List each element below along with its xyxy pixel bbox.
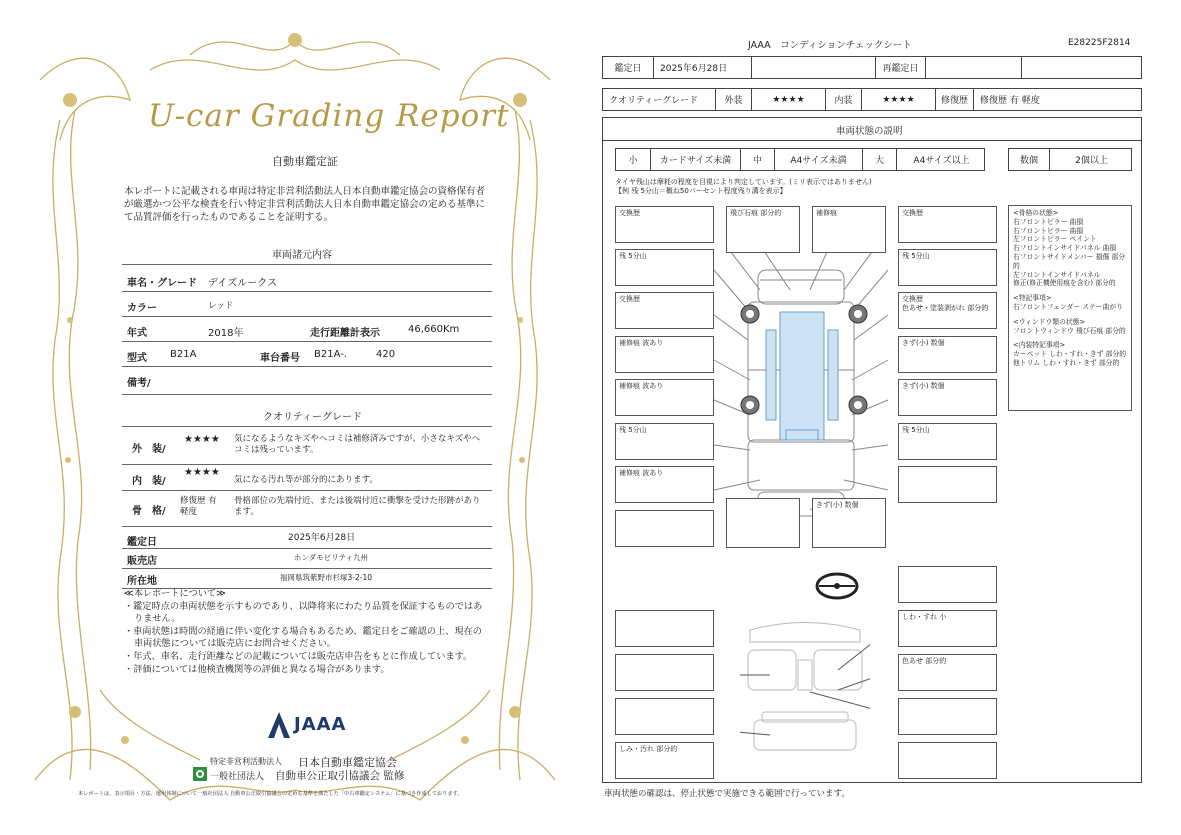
fair-trade-mark-icon (193, 767, 207, 781)
sheet-id: E28225F2814 (1068, 38, 1131, 48)
shop-label: 販売店 (127, 556, 157, 567)
redate-label: 再鑑定日 (875, 57, 925, 78)
interior-box-left-3 (615, 698, 714, 735)
diagram-box-right-1: 交換歴 (898, 206, 997, 243)
shop-row (122, 548, 492, 569)
interior-box-left-1 (615, 610, 714, 647)
quality-grade-table (602, 88, 1142, 111)
org2-name: 自動車公正取引協議会 監修 (275, 770, 405, 782)
size-big-value: A4サイズ以上 (896, 149, 986, 170)
interior-box-right-5 (898, 742, 997, 779)
model-label: 型式 (127, 353, 147, 364)
frame-note: 左フロントインサイドパネル (1013, 270, 1101, 279)
location-value: 福岡県筑紫野市杉塚3-2-10 (280, 573, 372, 582)
mileage-value: 46,660Km (408, 324, 460, 335)
frame-note: 右フロントサイドメンバー 損傷 部分的 (1013, 252, 1126, 270)
right-footer: 車両状態の確認は、停止状態で実施できる範囲で行っています。 (604, 789, 850, 799)
note-item: ・車両状態は時間の経過に伴い変化する場合もあるため、鑑定日をご確認の上、現在の車両状態については販売店にお問合せください。 (124, 625, 482, 650)
blank-cell (1021, 57, 1143, 78)
tire-note-1: タイヤ残山は摩耗の程度を目視により判定しています。(ミリ表示ではありません) (615, 178, 872, 186)
left-footer: 本レポートは、表示項目・方法、運用体制について一般社団法人 自動車公正取引協議会の定める基準を満たした「中古車鑑定システム」に基づき作成しております。 (78, 791, 463, 797)
divider (122, 426, 492, 427)
interior-box-right-1 (898, 566, 997, 603)
interior-diagram (740, 620, 870, 770)
int-label: 内装 (825, 89, 861, 110)
interior-note: 他トリム しわ・すれ・きず 部分的 (1013, 358, 1120, 367)
diagram-box-left-3: 交換歴 (615, 292, 714, 329)
note-item: ・評価については他検査機関等の評価と異なる場合があります。 (124, 663, 390, 675)
vehicle-row (122, 266, 492, 292)
interior-box-left-4: しみ・汚れ 部分的 (615, 742, 714, 779)
size-mid-value: A4サイズ未満 (774, 149, 862, 170)
org1-prefix: 特定非営利活動法人 (210, 757, 282, 766)
frame-label: 骨 格/ (132, 506, 166, 517)
diagram-box-left-4: 補修痕 波あり (615, 336, 714, 373)
vehicle-label: 車名・グレード (127, 278, 197, 289)
diagram-box-right-6: 残 5分山 (898, 423, 997, 460)
diagram-box-right-2: 残 5分山 (898, 249, 997, 286)
note-item: ・鑑定時点の車両状態を示すものであり、以降将来にわたり品質を保証するものではありません。 (124, 600, 483, 625)
blank-cell (751, 57, 875, 78)
date-label: 鑑定日 (127, 537, 157, 548)
jaaa-logo-icon (268, 712, 290, 738)
report-title: U-car Grading Report (148, 98, 510, 134)
shop-value: ホンダモビリティ九州 (294, 553, 368, 562)
diagram-box-left-1: 交換歴 (615, 206, 714, 243)
car-diagram (700, 250, 900, 640)
sheet-title: JAAA コンディションチェックシート (748, 40, 912, 51)
frame-value: 修復歴 有 軽度 (180, 496, 217, 517)
year-label: 年式 (127, 328, 147, 339)
interior-box-right-2: しわ・すれ 小 (898, 610, 997, 647)
color-row (122, 291, 492, 317)
diagram-box-right-3: 交換歴 色あせ・塗装剥がれ 部分的 (898, 292, 997, 329)
interior-box-right-3: 色あせ 部分的 (898, 654, 997, 691)
date-table (602, 56, 1142, 79)
date-value: 2025年6月28日 (288, 533, 356, 543)
tire-note-2: 【例 残 5分山＝概ね50パーセント程度残り溝を表示】 (615, 187, 787, 195)
chassis-label: 車台番号 (260, 353, 300, 364)
diagram-box-left-5: 補修痕 波あり (615, 379, 714, 416)
diagram-box-left-7: 補修痕 波あり (615, 466, 714, 503)
frame-note: 左フロントピラー ペイント (1013, 235, 1097, 244)
ext-label: 外装 (715, 89, 751, 110)
exterior-stars: ★★★★ (184, 434, 220, 445)
interior-text: 気になる汚れ等が部分的にあります。 (234, 475, 378, 485)
model-row (122, 341, 492, 367)
report-notes (124, 588, 484, 676)
exterior-text: 気になるようなキズやヘコミは補修済みですが、小さなキズやヘコミは残っています。 (234, 434, 481, 455)
repair-value: 修復歴 有 軽度 (973, 89, 1143, 110)
mileage-label: 走行距離計表示 (310, 328, 380, 339)
year-row (122, 316, 492, 342)
window-note: フロントウィンドウ 飛び石痕 部分的 (1013, 326, 1126, 335)
location-row (122, 568, 492, 589)
diagram-box-left-8 (615, 510, 714, 547)
interior-note: カーペット しわ・すれ・きず 部分的 (1013, 350, 1127, 359)
window-heading: <ウィンドウ類の状態> (1013, 317, 1086, 326)
interior-row (122, 464, 492, 491)
remarks-label: 備考/ (127, 378, 151, 389)
color-value: レッド (208, 301, 234, 311)
jaaa-logo-text: JAAA (294, 714, 347, 735)
divider (602, 140, 1142, 141)
frame-note: 右フロントピラー 曲損 (1013, 217, 1084, 226)
certificate-intro: 本レポートに記載される車両は特定非営利活動法人日本自動車鑑定協会の資格保有者が厳選かつ公平な検査を行い特定非営利活動法人日本自動車鑑定協会の定める基準にて品質評価を行ったものであることを証明する。 (124, 186, 486, 223)
certificate-title: 自動車鑑定証 (272, 155, 338, 168)
frame-row (122, 490, 492, 527)
diagram-box-top-2: 補修痕 (812, 206, 886, 253)
chassis-number: 420 (376, 349, 396, 360)
date-value: 2025年6月28日 (653, 57, 751, 78)
notes-title: ≪本レポートについて≫ (124, 588, 226, 599)
size-small-value: カードサイズ未満 (650, 149, 740, 170)
org2-prefix: 一般社団法人 (210, 772, 265, 782)
note-item: ・年式、車名、走行距離などの記載については販売店申告をもとに作成しています。 (124, 650, 473, 662)
year-value: 2018年 (208, 328, 244, 339)
org1-name: 日本自動車鑑定協会 (298, 756, 397, 769)
count-label: 数個 (1019, 156, 1038, 166)
int-stars: ★★★★ (861, 89, 935, 110)
interior-label: 内 装/ (132, 476, 166, 487)
interior-box-right-4 (898, 698, 997, 735)
frame-note: 修正(修正機使用痕を含む) 部分的 (1013, 279, 1116, 288)
grade-heading: クオリティーグレード (263, 412, 362, 423)
frame-text: 骨格部位の先端付近、または後端付近に衝撃を受けた形跡があります。 (234, 496, 481, 517)
interior-box-left-2 (615, 654, 714, 691)
location-label: 所在地 (127, 576, 157, 587)
exterior-label: 外 装/ (132, 444, 166, 455)
qg-label: クオリティーグレード (609, 96, 699, 106)
remarks-row (122, 366, 492, 395)
diagram-box-left-6: 残 5分山 (615, 423, 714, 460)
size-big-label: 大 (862, 149, 896, 170)
special-note: 右フロントフェンダー ステー曲がり (1013, 302, 1123, 311)
redate-value (925, 57, 1021, 78)
diagram-box-top-1: 飛び石痕 部分的 (726, 206, 800, 253)
diagram-box-right-7 (898, 466, 997, 503)
diagram-box-bottom-1 (726, 498, 800, 548)
count-legend (1008, 148, 1132, 171)
grading-report-certificate (0, 0, 590, 835)
date-label: 鑑定日 (614, 64, 642, 74)
steering-wheel-icon (815, 571, 859, 601)
diagram-box-bottom-2: きず(小) 数個 (812, 498, 886, 548)
date-row (122, 526, 492, 549)
condition-notes (1008, 205, 1132, 411)
spec-heading: 車両諸元内容 (272, 250, 332, 261)
chassis-value: B21A-. (314, 349, 347, 360)
frame-heading: <骨格の状態> (1013, 209, 1059, 217)
repair-label: 修復歴 (935, 89, 973, 110)
special-heading: <特記事項> (1013, 294, 1052, 303)
state-heading: 車両状態の説明 (836, 126, 903, 137)
size-small-label: 小 (628, 156, 638, 166)
diagram-box-right-4: きず(小) 数個 (898, 336, 997, 373)
frame-note: 右フロントインサイドパネル 曲損 (1013, 244, 1117, 253)
ext-stars: ★★★★ (751, 89, 825, 110)
size-mid-label: 中 (740, 149, 774, 170)
diagram-box-left-2: 残 5分山 (615, 249, 714, 286)
color-label: カラー (127, 303, 157, 314)
interior-heading: <内装特記事項> (1013, 341, 1066, 350)
vehicle-value: デイズルークス (208, 278, 278, 289)
frame-note: 右フロントピラー 曲損 (1013, 226, 1084, 235)
divider (122, 264, 492, 265)
size-legend (615, 148, 985, 171)
model-value: B21A (170, 349, 197, 360)
count-value: 2個以上 (1049, 149, 1133, 170)
exterior-row (122, 428, 492, 465)
interior-stars: ★★★★ (184, 467, 220, 478)
diagram-box-right-5: きず(小) 数個 (898, 379, 997, 416)
